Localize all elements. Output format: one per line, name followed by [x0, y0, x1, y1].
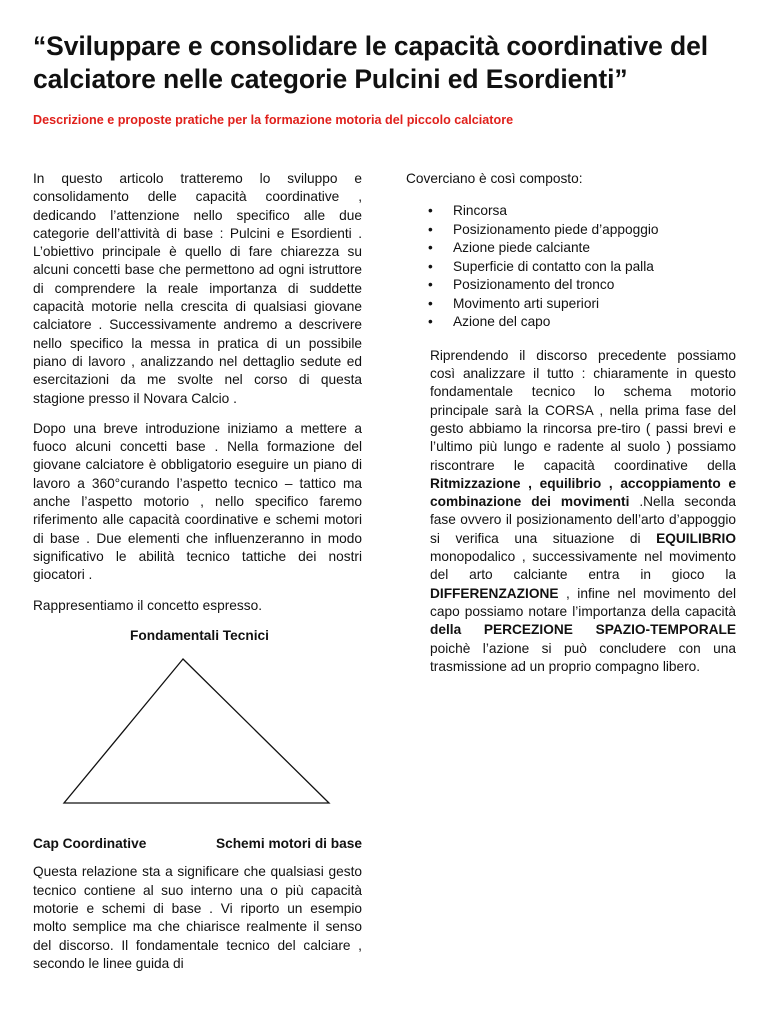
- list-item: • Rincorsa: [428, 202, 736, 221]
- bullet-icon: •: [428, 295, 433, 311]
- article-subtitle: Descrizione e proposte pratiche per la formazione motoria del piccolo calciatore: [33, 113, 514, 127]
- bold-differenzazione: DIFFERENZAZIONE: [430, 585, 559, 601]
- left-column: [33, 170, 362, 973]
- bullet-icon: •: [428, 240, 433, 256]
- composition-intro: Coverciano è così composto:: [406, 171, 583, 186]
- list-item: • Posizionamento del tronco: [428, 276, 736, 295]
- bold-equilibrio: EQUILIBRIO: [656, 530, 736, 546]
- bullet-icon: •: [428, 258, 433, 274]
- bullet-icon: •: [428, 277, 433, 293]
- triangle-shape: [64, 659, 329, 803]
- bold-ritmizzazione: Ritmizzazione , equilibrio , accoppiamento e combinazione dei movimenti: [430, 475, 736, 510]
- diagram-corner-labels: [33, 835, 362, 853]
- right-column: [406, 170, 736, 676]
- diagram-bottom-right-label: Schemi motori di base: [215, 836, 362, 852]
- diagram-bottom-left-label: Cap Coordinative: [33, 836, 147, 852]
- kick-components-list: [406, 202, 736, 332]
- bullet-icon: •: [428, 221, 433, 237]
- list-item: • Movimento arti superiori: [428, 295, 736, 314]
- concepts-paragraph: Dopo una breve introduzione iniziamo a mettere a fuoco alcuni concetti base . Nella formazione del giovane calciatore è obbligatorio eseguire un piano di lavoro a 360°curando l’aspetto tecnico – tattico ma anche l’aspetto motorio , nello specifico faremo riferimento alle capacità coordinative e schemi motori di base . Due elementi che influenzeranno in modo significativo le abilità tecnico tattiche dei nostri giocatori .: [33, 420, 362, 583]
- relation-paragraph: Questa relazione sta a significare che qualsiasi gesto tecnico contiene al suo interno una o più capacità motorie e schemi di base . Vi riporto un esempio molto semplice ma che chiarisce realmente il senso del discorso. Il fondamentale tecnico del calciare , secondo le linee guida di: [33, 864, 362, 971]
- bullet-icon: •: [428, 314, 433, 330]
- bullet-icon: •: [428, 203, 433, 219]
- list-item: • Posizionamento piede d’appoggio: [428, 221, 736, 240]
- intro-paragraph: In questo articolo tratteremo lo sviluppo e consolidamento delle capacità coordinative , dedicando l’attenzione nello specifico alle due categorie dell’attività di base : Pulcini e Esordienti . L’obiettivo principale è quello di fare chiarezza su alcuni concetti base che permettono ad ogni istruttore di comprendere la reale importanza di suddette capacità motorie nella crescita di qualsiasi giovane calciatore . Successivamente andremo a descrivere nello specifico la messa in pratica di un possibile piano di lavoro , analizzando nel dettaglio sedute ed esercitazioni da me svolte nel corso di questa stagione presso il Novara Calcio .: [33, 171, 362, 406]
- article-title: “Sviluppare e consolidare le capacità coordinative del calciatore nelle categorie Pulcini ed Esordienti”: [33, 31, 709, 94]
- list-item: • Azione del capo: [428, 313, 736, 332]
- triangle-diagram: [33, 655, 362, 827]
- diagram-top-label: Fondamentali Tecnici: [130, 627, 269, 643]
- representation-paragraph: Rappresentiamo il concetto espresso.: [33, 597, 263, 613]
- list-item: • Azione piede calciante: [428, 239, 736, 258]
- list-item: • Superficie di contatto con la palla: [428, 258, 736, 277]
- bold-percezione: della PERCEZIONE SPAZIO-TEMPORALE: [430, 622, 736, 638]
- analysis-paragraph: Riprendendo il discorso precedente possiamo così analizzare il tutto : chiaramente in questo fondamentale tecnico lo schema motorio principale sarà la CORSA , nella prima fase del gesto abbiamo la rincorsa pre-tiro ( passi brevi e l’ultimo più lungo e radente al suolo ) possiamo riscontrare le capacità coordinative della Ritmizzazione , equilibrio , accoppiamento e combinazione dei movimenti .Nella seconda fase ovvero il posizionamento dell’arto d’appoggio si verifica una situazione di EQUILIBRIO monopodalico , successivamente nel movimento del arto calciante entra in gioco la DIFFERENZAZIONE , infine nel movimento del capo possiamo notare l’importanza della capacità della PERCEZIONE SPAZIO-TEMPORALE poichè l’azione si può concludere con una trasmissione ad un proprio compagno libero.: [430, 347, 736, 674]
